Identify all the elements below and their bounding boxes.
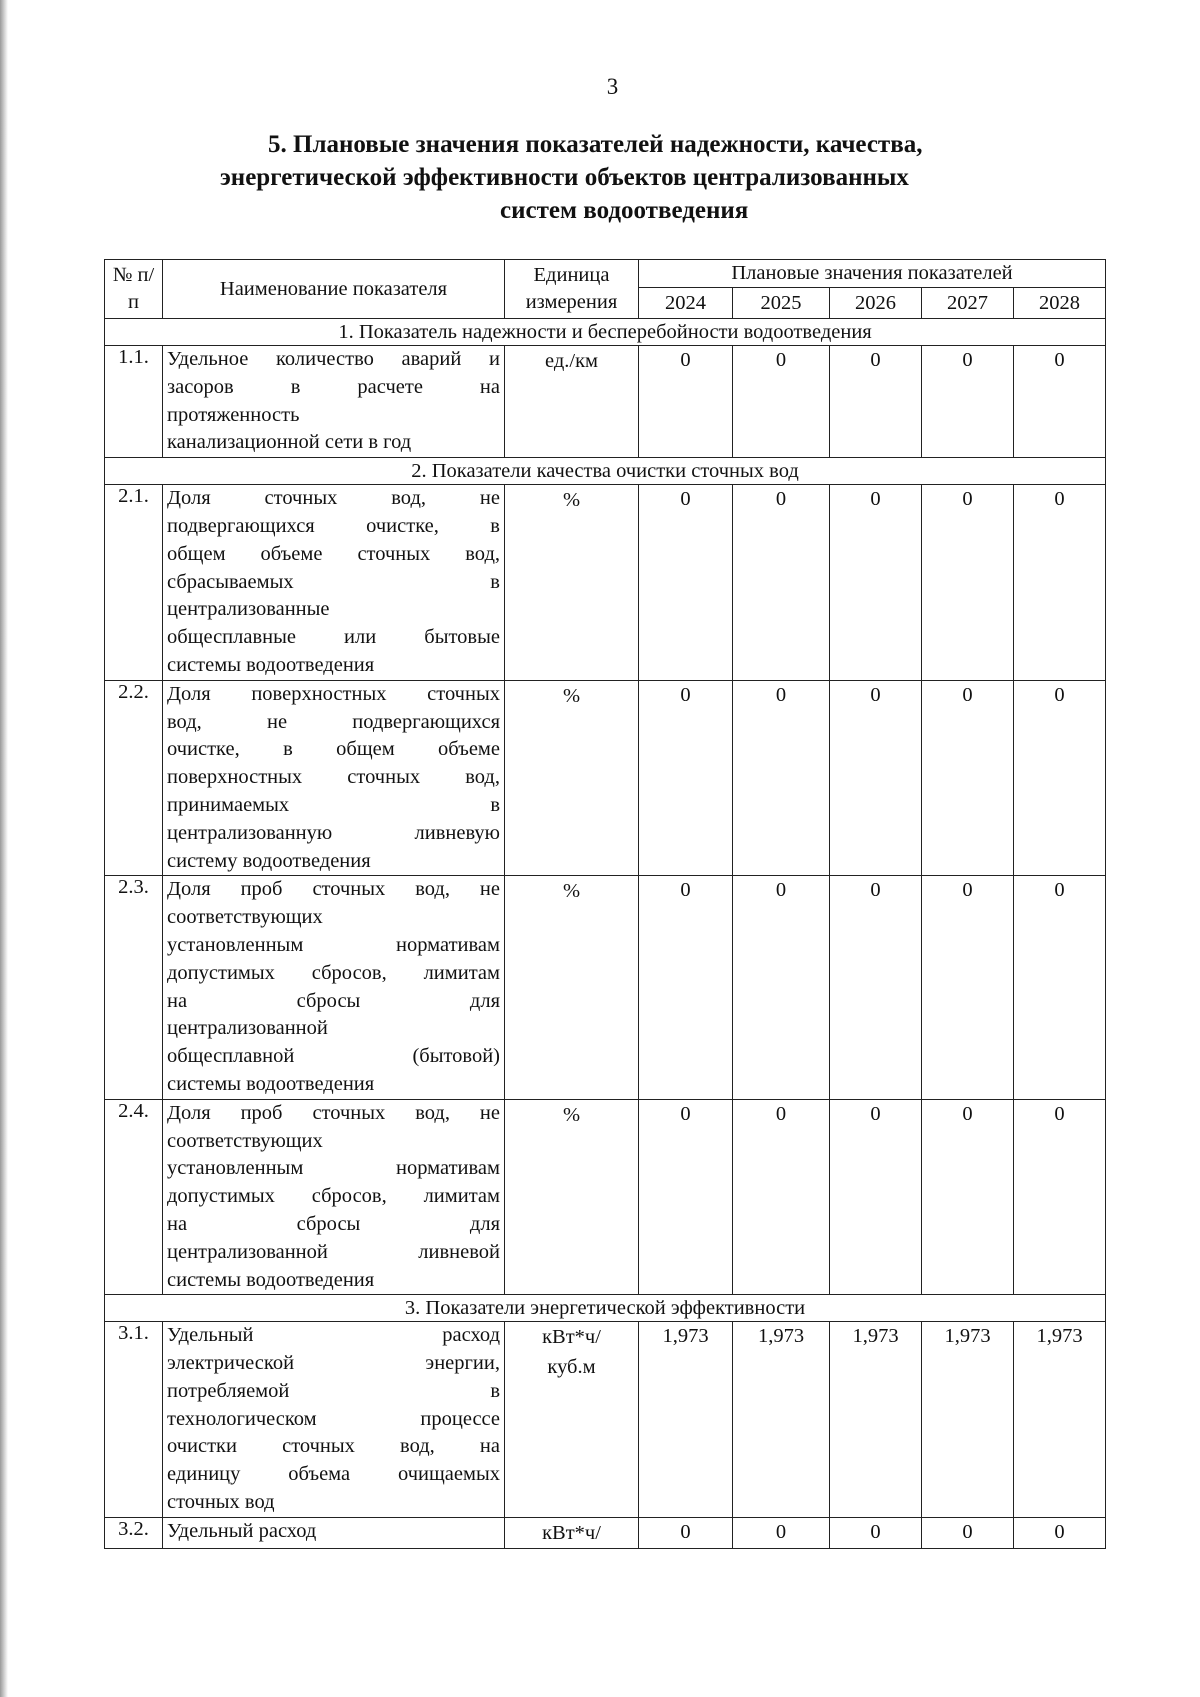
unit-cell: ед./км — [505, 346, 639, 458]
header-year: 2027 — [922, 288, 1014, 319]
indicator-name-line: системы водоотведения — [167, 653, 375, 676]
title-line-2: энергетической эффективности объектов централизованных — [220, 164, 909, 191]
unit-cell: % — [505, 1099, 639, 1295]
indicators-table — [104, 259, 1106, 1549]
planned-value: 0 — [1014, 485, 1106, 681]
scan-page-edge — [0, 0, 8, 1697]
planned-value: 0 — [830, 485, 922, 681]
header-year: 2025 — [733, 288, 830, 319]
title-line-3: систем водоотведения — [500, 197, 749, 224]
planned-value: 1,973 — [1014, 1322, 1106, 1518]
row-number: 3.1. — [105, 1322, 163, 1518]
indicator-name-line: протяженность — [167, 403, 300, 426]
page-number: 3 — [606, 74, 619, 99]
planned-value: 1,973 — [733, 1322, 830, 1518]
planned-value: 0 — [733, 680, 830, 876]
indicator-name-line: вод, не подвергающихся — [167, 710, 500, 733]
planned-value: 0 — [639, 1517, 733, 1548]
indicator-name-line: установленным нормативам — [167, 933, 500, 956]
section-row — [105, 319, 1106, 346]
row-number: 3.2. — [105, 1517, 163, 1548]
indicator-name-line: очистки сточных вод, на — [167, 1435, 500, 1458]
planned-value: 0 — [830, 346, 922, 458]
indicator-name-line: Удельный расход — [167, 1519, 317, 1542]
indicator-name-line: единицу объема очищаемых — [167, 1463, 500, 1486]
planned-value: 0 — [1014, 680, 1106, 876]
section-row — [105, 1295, 1106, 1322]
planned-value: 0 — [922, 1517, 1014, 1548]
row-number: 1.1. — [105, 346, 163, 458]
indicator-name-line: Доля поверхностных сточных — [167, 682, 500, 705]
document-title — [200, 128, 1200, 227]
indicator-name-line: централизованной ливневой — [167, 1240, 500, 1263]
section-title: 1. Показатель надежности и бесперебойности водоотведения — [105, 319, 1106, 346]
planned-value: 0 — [1014, 1099, 1106, 1295]
planned-value: 0 — [1014, 346, 1106, 458]
planned-value: 0 — [733, 876, 830, 1099]
table-row — [105, 680, 1106, 876]
title-line-1: 5. Плановые значения показателей надежности, качества, — [268, 131, 923, 158]
indicator-name-line: на сбросы для — [167, 989, 500, 1012]
table-row — [105, 1517, 1106, 1548]
unit-cell: % — [505, 876, 639, 1099]
unit-cell — [505, 1322, 639, 1518]
planned-value: 0 — [922, 485, 1014, 681]
unit-line: куб.м — [547, 1356, 596, 1379]
indicator-name-line: установленным нормативам — [167, 1157, 500, 1180]
indicator-name — [163, 485, 505, 681]
planned-value: 0 — [639, 680, 733, 876]
indicator-name-line: сбрасываемых в — [167, 570, 500, 593]
planned-value: 0 — [733, 346, 830, 458]
planned-value: 0 — [1014, 1517, 1106, 1548]
indicator-name-line: соответствующих — [167, 1129, 323, 1152]
table-header — [105, 260, 1106, 319]
table-body — [105, 319, 1106, 1549]
planned-value: 0 — [830, 876, 922, 1099]
unit-cell: % — [505, 485, 639, 681]
planned-value: 1,973 — [830, 1322, 922, 1518]
planned-value: 0 — [922, 680, 1014, 876]
row-number: 2.2. — [105, 680, 163, 876]
planned-value: 0 — [922, 876, 1014, 1099]
indicator-name-line: канализационной сети в год — [167, 431, 412, 454]
header-year: 2024 — [639, 288, 733, 319]
table-row — [105, 1322, 1106, 1518]
indicator-name-line: потребляемой в — [167, 1379, 500, 1402]
table-row — [105, 346, 1106, 458]
indicator-name-line: сточных вод — [167, 1491, 275, 1514]
indicator-name — [163, 1099, 505, 1295]
planned-value: 0 — [733, 485, 830, 681]
section-title: 2. Показатели качества очистки сточных вод — [105, 458, 1106, 485]
indicator-name — [163, 346, 505, 458]
unit-line: кВт*ч/ — [542, 1521, 601, 1544]
indicator-name-line: Доля проб сточных вод, не — [167, 1101, 500, 1124]
planned-value: 0 — [830, 1099, 922, 1295]
header-year: 2028 — [1014, 288, 1106, 319]
planned-value: 0 — [733, 1099, 830, 1295]
header-year: 2026 — [830, 288, 922, 319]
indicator-name-line: соответствующих — [167, 906, 323, 929]
indicator-name — [163, 1322, 505, 1518]
unit-line: кВт*ч/ — [542, 1326, 601, 1349]
indicator-name-line: общем объеме сточных вод, — [167, 542, 500, 565]
indicator-name-line: на сбросы для — [167, 1212, 500, 1235]
indicator-name-line: Удельное количество аварий и — [167, 348, 500, 370]
row-number: 2.1. — [105, 485, 163, 681]
indicator-name-line: централизованную ливневую — [167, 821, 500, 844]
unit-cell: % — [505, 680, 639, 876]
row-number: 2.4. — [105, 1099, 163, 1295]
planned-value: 0 — [1014, 876, 1106, 1099]
planned-value: 1,973 — [639, 1322, 733, 1518]
indicator-name-line: подвергающихся очистке, в — [167, 514, 500, 537]
indicator-name-line: допустимых сбросов, лимитам — [167, 961, 500, 984]
indicator-name — [163, 1517, 505, 1548]
indicator-name-line: Доля сточных вод, не — [167, 487, 500, 510]
planned-value: 0 — [830, 1517, 922, 1548]
planned-value: 1,973 — [922, 1322, 1014, 1518]
indicator-name-line: поверхностных сточных вод, — [167, 766, 500, 789]
planned-value: 0 — [922, 346, 1014, 458]
planned-value: 0 — [830, 680, 922, 876]
indicator-name — [163, 680, 505, 876]
indicator-name-line: засоров в расчете на — [167, 375, 500, 398]
section-title: 3. Показатели энергетической эффективности — [105, 1295, 1106, 1322]
row-number: 2.3. — [105, 876, 163, 1099]
header-name: Наименование показателя — [163, 260, 505, 319]
unit-cell — [505, 1517, 639, 1548]
indicator-name-line: централизованной — [167, 1017, 328, 1040]
planned-value: 0 — [733, 1517, 830, 1548]
indicator-name-line: электрической энергии, — [167, 1352, 500, 1375]
table-row — [105, 876, 1106, 1099]
indicator-name-line: систему водоотведения — [167, 849, 371, 872]
header-num: № п/п — [105, 260, 163, 319]
planned-value: 0 — [639, 485, 733, 681]
indicator-name-line: технологическом процессе — [167, 1407, 500, 1430]
planned-value: 0 — [639, 876, 733, 1099]
indicator-name-line: общесплавной (бытовой) — [167, 1045, 500, 1068]
indicator-name-line: очистке, в общем объеме — [167, 738, 500, 761]
indicator-name-line: принимаемых в — [167, 793, 500, 816]
indicator-name-line: системы водоотведения — [167, 1268, 375, 1291]
indicator-name-line: централизованные — [167, 598, 330, 621]
indicator-name-line: Удельный расход — [167, 1324, 500, 1347]
indicator-name — [163, 876, 505, 1099]
planned-value: 0 — [922, 1099, 1014, 1295]
header-planned-values: Плановые значения показателей — [639, 260, 1106, 288]
planned-value: 0 — [639, 1099, 733, 1295]
section-row — [105, 458, 1106, 485]
header-unit: Единица измерения — [505, 260, 639, 319]
indicator-name-line: допустимых сбросов, лимитам — [167, 1185, 500, 1208]
indicator-name-line: общесплавные или бытовые — [167, 626, 500, 649]
indicator-name-line: Доля проб сточных вод, не — [167, 878, 500, 901]
table-row — [105, 1099, 1106, 1295]
indicator-name-line: системы водоотведения — [167, 1072, 375, 1095]
planned-value: 0 — [639, 346, 733, 458]
table-row — [105, 485, 1106, 681]
